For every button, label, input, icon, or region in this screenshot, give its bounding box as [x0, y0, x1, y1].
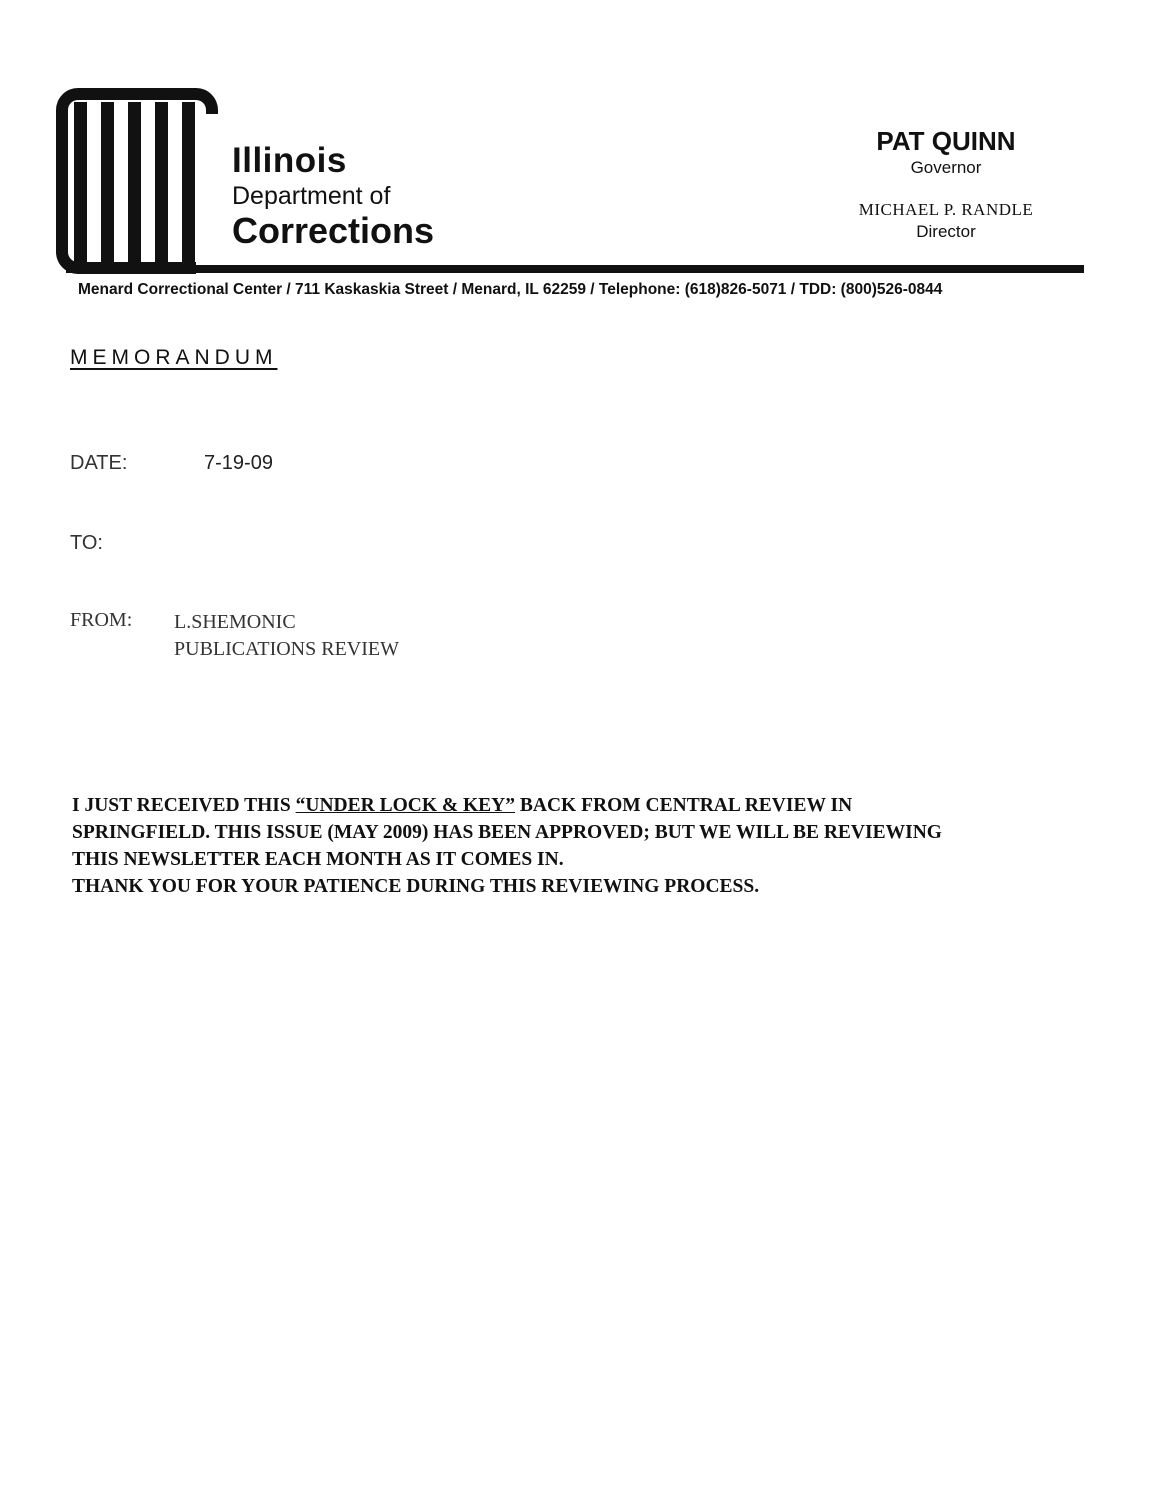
date-label: DATE:	[70, 452, 128, 474]
memo-body	[72, 792, 1102, 900]
body-line-1-post: BACK FROM CENTRAL REVIEW IN	[515, 795, 853, 816]
from-name: L.SHEMONIC	[174, 611, 296, 633]
director-title: Director	[916, 222, 976, 241]
date-value: 7-19-09	[204, 452, 273, 474]
body-line-2: SPRINGFIELD. THIS ISSUE (MAY 2009) HAS BEEN APPROVED; BUT WE WILL BE REVIEWING	[72, 822, 942, 843]
letterhead-rule	[66, 265, 1084, 273]
body-line-3: THIS NEWSLETTER EACH MONTH AS IT COMES IN.	[72, 849, 564, 870]
address-line: Menard Correctional Center / 711 Kaskaskia Street / Menard, IL 62259 / Telephone: (618)826-5071 / TDD: (800)526-0844	[78, 281, 943, 298]
director-name: MICHAEL P. RANDLE	[858, 200, 1034, 219]
prison-bars-logo-icon	[56, 88, 226, 274]
to-label: TO:	[70, 532, 103, 554]
from-dept: PUBLICATIONS REVIEW	[174, 638, 399, 660]
body-line-1	[72, 792, 1102, 819]
from-value	[174, 609, 399, 663]
officials-block	[820, 126, 1072, 242]
memo-heading: MEMORANDUM	[70, 346, 278, 369]
agency-state: Illinois	[232, 141, 347, 180]
from-label: FROM:	[70, 609, 133, 631]
agency-name-block	[232, 143, 434, 249]
governor-title: Governor	[910, 158, 982, 177]
agency-dept: Department of	[232, 182, 391, 210]
agency-name: Corrections	[232, 210, 435, 251]
governor-name: PAT QUINN	[876, 126, 1016, 156]
body-line-4: THANK YOU FOR YOUR PATIENCE DURING THIS REVIEWING PROCESS.	[72, 876, 760, 897]
body-line-1-pre: I JUST RECEIVED THIS	[72, 795, 296, 816]
newsletter-title: “UNDER LOCK & KEY”	[295, 795, 516, 816]
